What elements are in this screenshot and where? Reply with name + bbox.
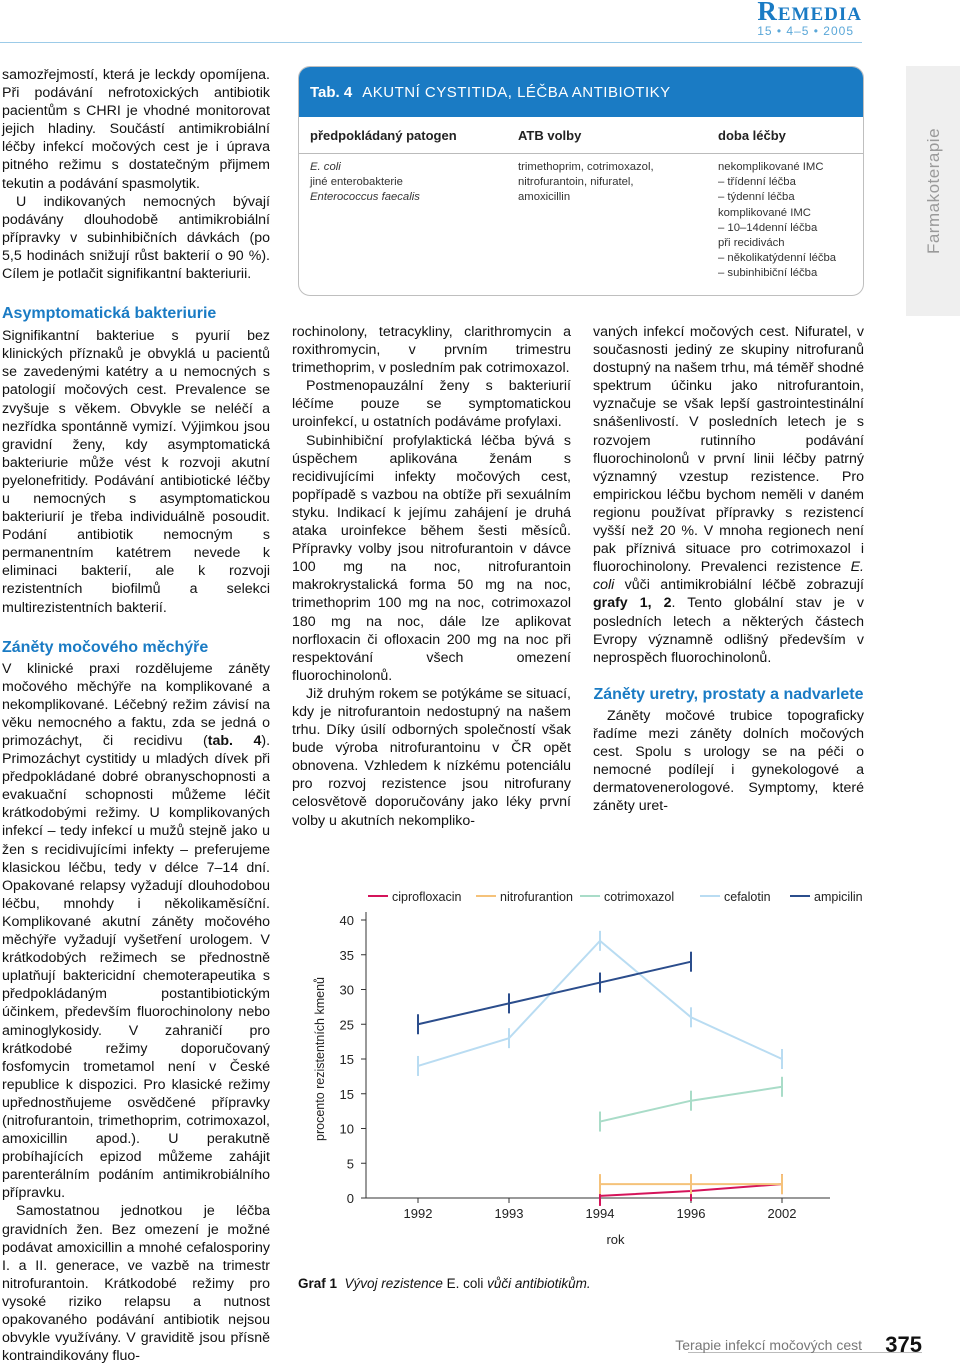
section-heading: Záněty uretry, prostaty a nadvarlete — [593, 685, 864, 703]
series-line — [418, 962, 691, 1025]
series-line — [418, 941, 782, 1066]
paragraph: V klinické praxi rozdělujeme záněty močového měchýře na komplikované a nekomplikované. Léčebný režim závisí na věku nemocného a faktu, zda se jedná o primozáchyt, či recidivu (tab. 4). Primozáchyt cystitidy u mladých dívek při předpokládané dobré obranyschopnosti a evakuační schopnosti můžeme léčit krátkodobými režimy. U komplikovaných infekcí – tedy infekcí u mužů stejně jako u žen s recidivujícími infekty – preferujeme klasickou léčbu, tedy v délce 7–14 dní. Opakované relapsy vyžadují dlouhodobou léčbu, mnohdy i několikaměsíční. Komplikované akutní záněty močového měchýře vyžadují vyšetření urologem. V krátkodobých režimech se přednostně uplatňují baktericidní chemoterapeutika s předpokládaným postantibiotickým účinkem, především fluorochinolony nebo aminoglykosidy. V zahraničí pro krátkodobé režimy doporučovaný fosfomycin trometamol není v České republice k dispozici. Pro klasické režimy upřednostňujeme osvědčené přípravky (nitrofurantoin, trimethoprim, cotrimoxazol, amoxicillin apod.). U perakutně probíhajících epizod můžeme zahájit parenterálním podáním antimikrobiálního přípravku. — [2, 660, 271, 1202]
table-number: Tab. 4 — [310, 83, 353, 101]
x-tick-label: 1993 — [494, 1206, 524, 1221]
table-4 — [298, 66, 864, 296]
y-axis-label: procento rezistentních kmenů — [313, 977, 327, 1141]
table-reference: tab. 4 — [207, 733, 262, 749]
y-tick-label: 25 — [339, 1017, 354, 1033]
issue-number: 15 • 4–5 • 2005 — [757, 24, 854, 38]
column-header: předpokládaný patogen — [310, 127, 457, 143]
legend-label: ciprofloxacin — [392, 890, 462, 904]
y-tick-label: 0 — [346, 1191, 354, 1206]
cell-atb: trimethoprim, cotrimoxazol, nitrofurantoin, nifuratel, amoxicillin — [518, 161, 654, 204]
paragraph: Již druhým rokem se potýkáme se situací, kdy je nitrofurantoin nedostupný na našem trhu. Díky úsilí odborných společností však bude výroba nitrofurantoinu v ČR opět obnovena. Vzhledem k nízkému potenciálu pro rozvoj rezistence jsou nitrofurany celosvětově doporučovány jako léky první volby u akutních nekompliko- — [292, 685, 571, 829]
paragraph: rochinolony, tetracykliny, clarithromycin a roxithromycin, v prvním trimestru trimethoprim, v posledním pak cotrimoxazol. — [292, 324, 571, 377]
paragraph: Signifikantní bakteriue s pyurií bez klinických příznaků je obvyklá u pacientů se zavedenými katétry a u nemocných s patologií močových cest. Prevalence se zvyšuje s věkem. Obvykle se neléčí a nezřídka spontánně vymizí. Výjimkou jsou gravidní ženy, kdy asymptomatická bakteriurie může vést k rozvoji akutní pyelonefritidy. Podávání antibiotické léčby u nemocných s asymptomatickou bakteriurií je třeba individuálně posoudit. Podání antibiotik nemocným s permanentním katétrem nevede k eliminaci bakterií, ale k rozvoji rezistentních biofilmů a selekci multirezistentních bakterií. — [2, 328, 270, 616]
paragraph: Subinhibiční profylaktická léčba bývá s úspěchem aplikována ženám s recidivujícími infekty močových cest, popřípadě s vazbou na obtíže při sexuálním styku. Indikací k jejímu zahájení je druhá ataka uroinfekce během šesti měsíců. Přípravky volby jsou nitrofurantoin v dávce 100 mg na noc, nitrofurantoin makrokrystalická forma 50 mg na noc, trimethoprim 100 mg na noc, cotrimoxazol 180 mg na noc, dále lze aplikovat norfloxacin či ofloxacin 200 mg na noc při respektování všech omezení fluorochinolonů. — [292, 432, 571, 684]
paragraph: Postmenopauzální ženy s bakteriurií léčíme pouze se symptomatickou uroinfekcí, u ostatních podáváme profylaxi. — [292, 378, 571, 431]
column-2 — [292, 323, 571, 830]
page-number: 375 — [885, 1332, 922, 1357]
paragraph: U indikovaných nemocných bývají podávány dlouhodobě antimikrobiální přípravky v subinhibičních dávkách (po 5,5 hodinách snižují růst bakterií o 90 %). Cílem je potlačit signifikantní bakteriurii. — [2, 193, 270, 283]
paragraph: Samostatnou jednotkou je léčba gravidních žen. Bez omezení je možné podávat amoxicillin a mnohé cefalosporiny I. a II. generace, ve vazbě na trimestr nitrofurantoin. Krátkodobé režimy pro vysoké riziko relapsu a nutnost opakovaného podávání antibiotik nejsou obvykle využívány. V graviditě jsou přísně kontraindikovány fluo- — [2, 1203, 270, 1365]
column-1 — [2, 66, 270, 1365]
y-tick-label: 10 — [339, 1121, 354, 1137]
x-tick-label: 1994 — [585, 1206, 615, 1221]
paragraph: Záněty močové trubice topograficky řadíme mezi záněty dolních močových cest. Spolu s urology se na péči o nemocné podílejí i gynekologové a dermatovenerologové. Symptomy, které záněty uret- — [593, 707, 864, 815]
x-tick-label: 1996 — [676, 1206, 706, 1221]
y-tick-label: 15 — [339, 1052, 354, 1067]
x-axis-label: rok — [606, 1232, 625, 1247]
table-column-headers — [299, 117, 863, 154]
y-tick-label: 35 — [339, 947, 354, 963]
legend-label: ampicilin — [814, 890, 863, 904]
section-heading: Záněty močového měchýře — [2, 638, 209, 656]
y-tick-label: 40 — [339, 913, 354, 928]
logo: Remedia — [757, 0, 862, 26]
x-tick-label: 1992 — [403, 1206, 433, 1221]
legend-label: cefalotin — [724, 890, 771, 904]
y-tick-label: 5 — [346, 1156, 354, 1172]
column-header: ATB volby — [518, 127, 582, 143]
paragraph: vaných infekcí močových cest. Nifuratel, v současnosti jediný ze skupiny nitrofuranů dostupný na našem trhu, má téměř shodné spektrum účinku jako nitrofurantoin, vyznačuje se však lepší gastrointestinální snášenlivostí. V posledních letech je s rozvojem rutinního podávání fluorochinolonů v první linii léčby patrný významný vzestup rezistence. Pro empirickou léčbu bychom neměli v daném regionu používat přípravky s rezistencí vyšší než 20 %. V mnoha regionech není pak příznivá situace pro cotrimoxazol i fluorochinolony. Prevalenci rezistence E. coli vůči antimikrobiální léčbě zobrazují grafy 1, 2. Tento globální stav je v posledních letech a některých částech Evropy významně odlišný především v neprospěch fluorochinolonů. — [593, 324, 864, 666]
cell-pathogen: E. coli jiné enterobakterie Enterococcus faecalis — [310, 161, 420, 204]
cell-duration: nekomplikované IMC – třídenní léčba – týdenní léčba komplikované IMC – 10–14denní léčba při recidivách – několikatýdenní léčba – subinhibiční léčba — [718, 161, 837, 280]
paragraph: samozřejmostí, která je leckdy opomíjena. Při podávání nefrotoxických antibiotik pacientům s CHRI je vhodné monitorovat jejich hladiny. Součástí antimikrobiální léčby infekcí močových cest je i úprava pitného režimu s dostatečným přijmem tekutin a podávání spasmolytik. — [2, 67, 270, 192]
table-title: AKUTNÍ CYSTITIDA, LÉČBA ANTIBIOTIKY — [362, 83, 671, 101]
y-tick-label: 15 — [339, 1086, 354, 1102]
y-tick-label: 30 — [339, 982, 354, 998]
footer-title: Terapie infekcí močových cest — [675, 1337, 862, 1353]
section-label: Farmakoterapie — [924, 127, 943, 255]
column-header: doba léčby — [718, 127, 786, 143]
legend-label: cotrimoxazol — [604, 890, 675, 904]
header-rule — [0, 42, 862, 43]
section-heading: Asymptomatická bakteriurie — [2, 305, 217, 323]
table-header — [299, 67, 863, 117]
chart-caption: Graf 1 Vývoj rezistence E. coli vůči antibiotikům. — [298, 1276, 591, 1291]
column-3 — [593, 323, 864, 815]
legend-label: nitrofurantion — [500, 890, 573, 904]
x-tick-label: 2002 — [767, 1206, 797, 1221]
resistance-chart — [290, 870, 870, 1270]
graph-reference: grafy 1, 2 — [593, 595, 672, 612]
